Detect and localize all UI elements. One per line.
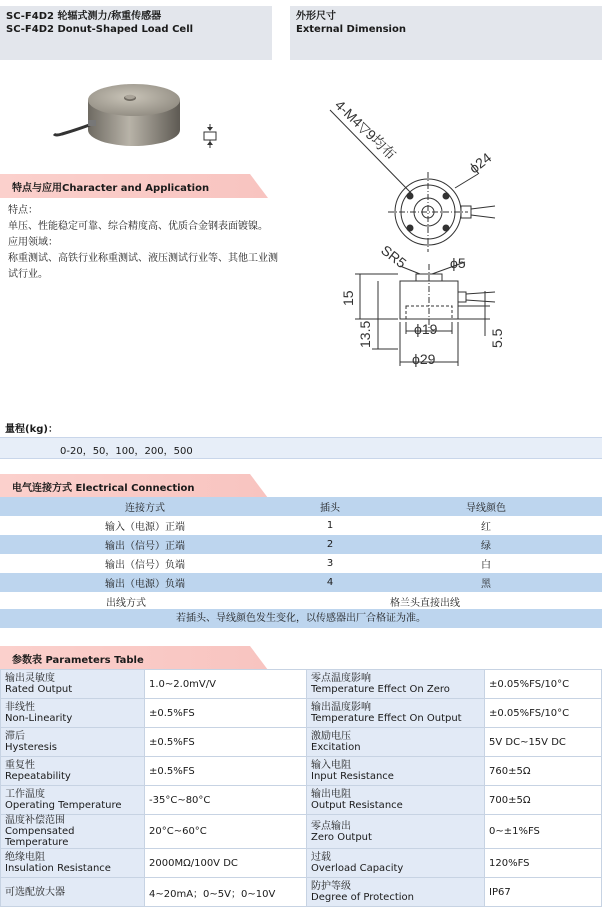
- cell-connection: 输出（信号）正端: [105, 541, 185, 552]
- electrical-banner: [0, 474, 268, 498]
- param-label-cn: 温度补偿范围: [5, 815, 65, 826]
- param-label: [1, 815, 145, 849]
- params-banner-title: 参数表 Parameters Table: [12, 655, 144, 666]
- param-value: -35°C~80°C: [145, 786, 307, 815]
- param-label-cn: 重复性: [5, 760, 35, 771]
- param-value: 700±5Ω: [485, 786, 602, 815]
- cell-color: 白: [481, 560, 491, 571]
- table-row: [1, 757, 602, 786]
- param-label: [307, 849, 485, 878]
- col-plug: 插头: [320, 503, 340, 514]
- electrical-banner-title: 电气连接方式 Electrical Connection: [12, 483, 195, 494]
- param-label-cn: 非线性: [5, 702, 35, 713]
- product-title-en: SC-F4D2 Donut-Shaped Load Cell: [6, 24, 194, 35]
- cell-connection: 输入（电源）正端: [105, 522, 185, 533]
- cell-plug: 1: [326, 520, 334, 531]
- param-label-cn: 可选配放大器: [5, 886, 65, 898]
- dim-h15: 15: [340, 290, 356, 306]
- param-label-en: Overload Capacity: [311, 863, 404, 874]
- param-label-cn: 输出温度影响: [311, 702, 371, 713]
- cell-connection: 输出（电源）负端: [105, 579, 185, 590]
- table-row: [1, 699, 602, 728]
- param-label: [1, 728, 145, 757]
- dim-d19: ϕ19: [414, 321, 438, 337]
- param-label: [307, 757, 485, 786]
- cell-plug: 3: [326, 558, 334, 569]
- param-label-en: Hysteresis: [5, 742, 57, 753]
- param-label-cn: 零点温度影响: [311, 673, 371, 684]
- param-value: ±0.05%FS/10°C: [485, 670, 602, 699]
- param-label-en: Temperature Effect On Output: [311, 713, 462, 724]
- cell-connection: 出线方式: [106, 598, 146, 609]
- param-label: [307, 815, 485, 849]
- param-label: [307, 878, 485, 907]
- param-label-en: Zero Output: [311, 831, 372, 843]
- col-connection: 连接方式: [125, 503, 165, 514]
- character-banner: [0, 174, 268, 198]
- hole-note: 4-M4▽9均布: [331, 96, 400, 163]
- param-label: [307, 699, 485, 728]
- param-value: 5V DC~15V DC: [485, 728, 602, 757]
- param-value: 0~±1%FS: [485, 815, 602, 849]
- param-value: ±0.5%FS: [145, 728, 307, 757]
- dimension-title-en: External Dimension: [296, 24, 406, 35]
- param-value: 4~20mA；0~5V；0~10V: [145, 878, 307, 907]
- table-row: [1, 815, 602, 849]
- param-label: [1, 786, 145, 815]
- table-row: [1, 786, 602, 815]
- application-text: 称重测试、高铁行业称重测试、液压测试行业等、其他工业测试行业。: [8, 253, 278, 280]
- param-label-cn: 过载: [311, 852, 331, 863]
- dimension-drawing: [290, 66, 602, 386]
- col-wire-color: 导线颜色: [466, 503, 506, 514]
- param-label-cn: 输出灵敏度: [5, 673, 55, 684]
- table-row: [0, 535, 602, 554]
- param-label-cn: 滞后: [5, 731, 25, 742]
- param-label: [307, 728, 485, 757]
- electrical-header-row: [0, 497, 602, 516]
- param-value: 20°C~60°C: [145, 815, 307, 849]
- range-row: [0, 437, 602, 459]
- param-label-cn: 绝缘电阻: [5, 852, 45, 863]
- param-label-en: Compensated Temperature: [5, 826, 75, 848]
- param-label: [1, 757, 145, 786]
- param-value: IP67: [485, 878, 602, 907]
- param-label-cn: 防护等级: [311, 881, 351, 892]
- param-label-en: Non-Linearity: [5, 713, 73, 724]
- cell-plug: 2: [326, 539, 334, 550]
- range-label: 量程(kg)：: [5, 424, 58, 435]
- param-label-en: Excitation: [311, 742, 361, 753]
- param-label: [1, 849, 145, 878]
- param-value: 760±5Ω: [485, 757, 602, 786]
- product-title-block: [0, 6, 272, 60]
- character-banner-title: 特点与应用Character and Application: [12, 183, 210, 194]
- param-value: ±0.5%FS: [145, 699, 307, 728]
- param-label-en: Degree of Protection: [311, 892, 414, 903]
- dimension-title-cn: 外形尺寸: [296, 11, 336, 22]
- table-row: [0, 573, 602, 592]
- dim-h135: 13.5: [357, 320, 373, 348]
- params-banner: [0, 646, 268, 670]
- cell-color: 红: [481, 522, 491, 533]
- features-label: 特点：: [8, 205, 38, 216]
- param-label-cn: 激励电压: [311, 731, 351, 742]
- table-row: [0, 554, 602, 573]
- param-value: 120%FS: [485, 849, 602, 878]
- table-row: [1, 670, 602, 699]
- table-row: [1, 849, 602, 878]
- param-value: ±0.05%FS/10°C: [485, 699, 602, 728]
- table-row: [0, 516, 602, 535]
- compression-icon: [201, 124, 219, 148]
- dim-d24: ϕ24: [465, 149, 495, 177]
- param-label-en: Operating Temperature: [5, 800, 122, 811]
- param-label: [1, 699, 145, 728]
- cell-color: 绿: [481, 541, 491, 552]
- dim-d5: ϕ5: [450, 255, 466, 271]
- dim-h55: 5.5: [489, 328, 505, 348]
- load-cell-photo: [52, 72, 182, 168]
- electrical-table: [0, 497, 602, 611]
- param-value: 2000MΩ/100V DC: [145, 849, 307, 878]
- param-label-en: Temperature Effect On Zero: [311, 684, 450, 695]
- param-label-en: Repeatability: [5, 771, 71, 782]
- cell-plug: 4: [326, 577, 334, 588]
- param-label: [1, 878, 145, 907]
- cell-connection: 输出（信号）负端: [105, 560, 185, 571]
- param-label-cn: 工作温度: [5, 789, 45, 800]
- param-label-en: Insulation Resistance: [5, 863, 111, 874]
- param-label-en: Output Resistance: [311, 800, 403, 811]
- table-row: [1, 728, 602, 757]
- param-label: [1, 670, 145, 699]
- param-label-cn: 输入电阻: [311, 760, 351, 771]
- table-row: [1, 878, 602, 907]
- cell-color: 黑: [481, 579, 491, 590]
- cell-color: 格兰头直接出线: [390, 598, 460, 609]
- dimension-title-block: [290, 6, 602, 60]
- param-label: [307, 670, 485, 699]
- params-table: [0, 669, 602, 907]
- param-label-en: Input Resistance: [311, 771, 394, 782]
- param-label-cn: 零点输出: [311, 820, 351, 832]
- features-text: 单压、性能稳定可靠、综合精度高、优质合金钢表面镀镍。: [8, 221, 268, 232]
- param-label-cn: 输出电阻: [311, 789, 351, 800]
- range-values: 0-20，50，100，200，500: [60, 446, 193, 457]
- electrical-note: 若插头、导线颜色发生变化，以传感器出厂合格证为准。: [0, 609, 602, 628]
- param-value: 1.0~2.0mV/V: [145, 670, 307, 699]
- param-label-en: Rated Output: [5, 684, 73, 695]
- dim-sr5: SR5: [378, 241, 410, 272]
- dim-d29: ϕ29: [412, 351, 436, 367]
- product-title-cn: SC-F4D2 轮辐式测力/称重传感器: [6, 11, 162, 22]
- param-label: [307, 786, 485, 815]
- character-text: [8, 203, 280, 283]
- application-label: 应用领域：: [8, 237, 58, 248]
- param-value: ±0.5%FS: [145, 757, 307, 786]
